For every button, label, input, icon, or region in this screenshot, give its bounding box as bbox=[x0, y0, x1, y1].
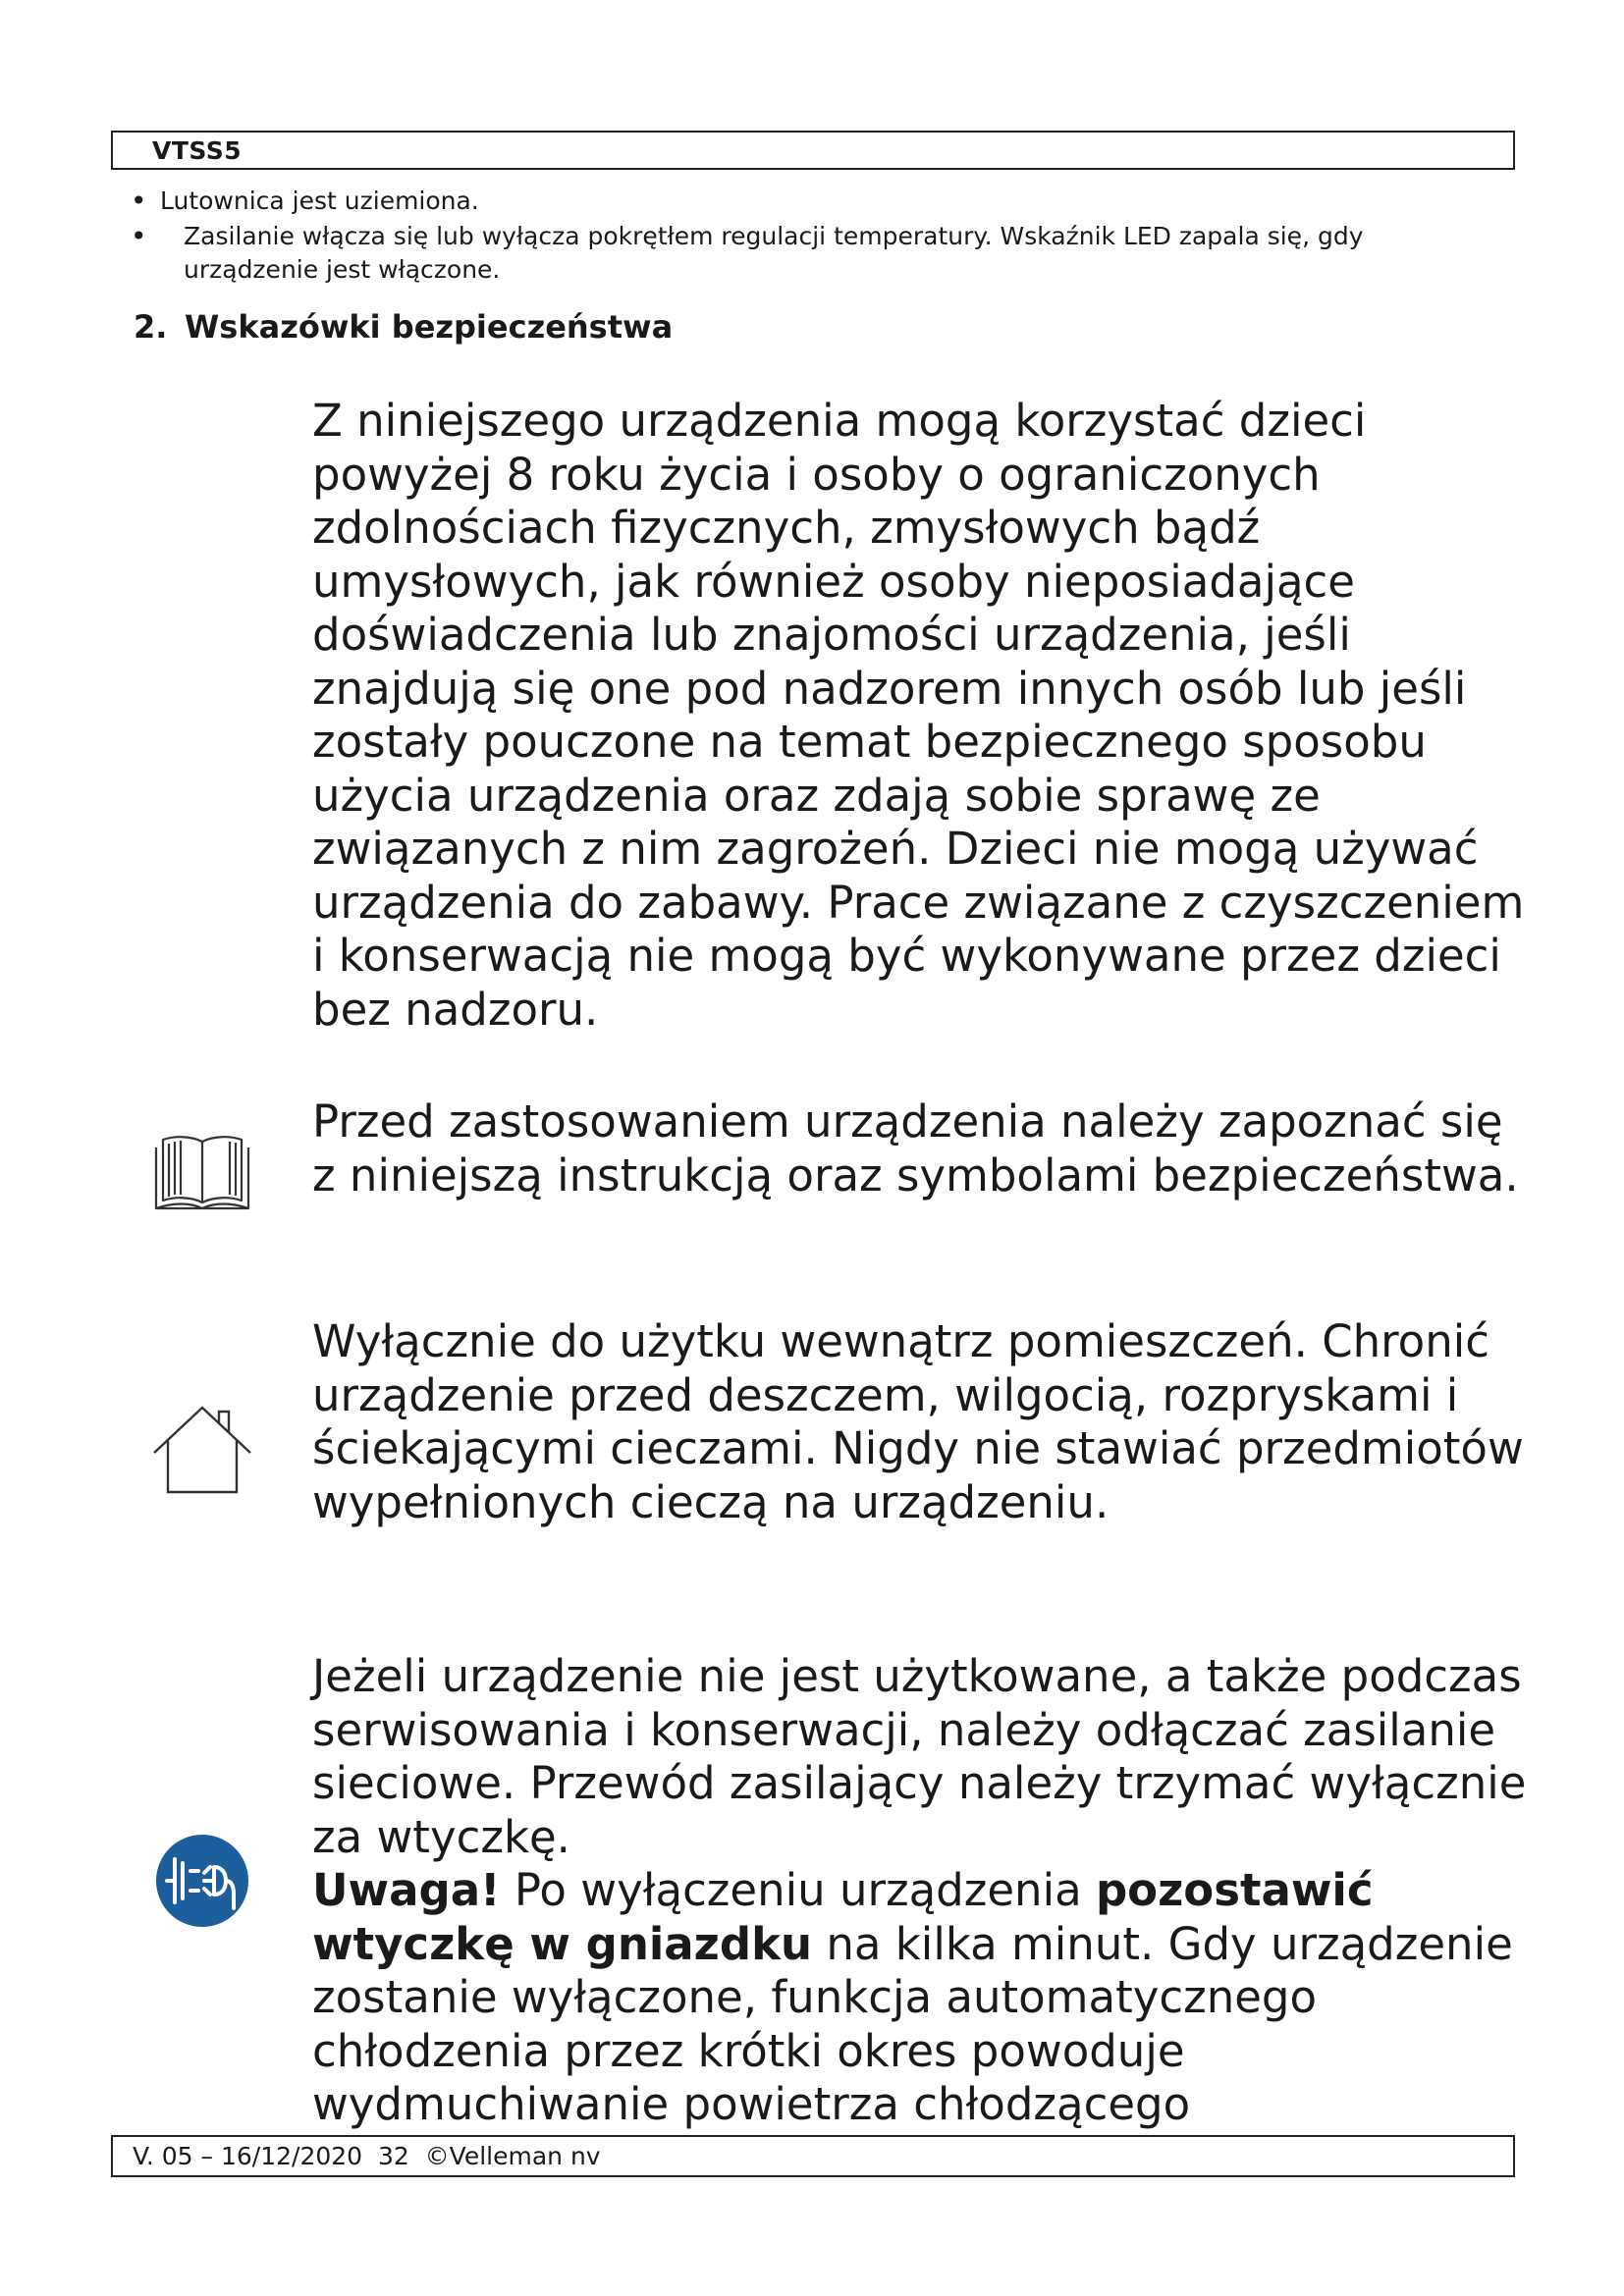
section-heading bbox=[134, 308, 673, 346]
warning-label: Uwaga! bbox=[312, 1864, 501, 1916]
house-icon bbox=[150, 1404, 254, 1496]
disconnect-mains-icon bbox=[155, 1834, 249, 1928]
book-icon bbox=[153, 1132, 251, 1210]
footer-text: V. 05 – 16/12/2020 32 ©Velleman nv bbox=[133, 2142, 601, 2170]
page-header bbox=[111, 131, 1515, 170]
header-title: VTSS5 bbox=[152, 136, 243, 165]
bullet-list bbox=[131, 185, 1486, 287]
read-manual-paragraph: Przed zastosowaniem urządzenia należy zapoznać się z niniejszą instrukcją oraz symbolami bezpieczeństwa. bbox=[312, 1095, 1519, 1201]
children-warning-paragraph: Z niniejszego urządzenia mogą korzystać dzieci powyżej 8 roku życia i osoby o ograniczonych zdolnościach fizycznych, zmysłowych bądź umysłowych, jak również osoby nieposiadające doświadczenia lub znajomości urządzenia, jeśli znajdują się one pod nadzorem innych osób lub jeśli zostały pouczone na temat bezpiecznego sposobu użycia urządzenia oraz zdają sobie sprawę ze związanych z nim zagrożeń. Dzieci nie mogą używać urządzenia do zabawy. Prace związane z czyszczeniem i konserwacją nie mogą być wykonywane przez dzieci bez nadzoru. bbox=[312, 395, 1525, 1036]
unplug-text-2: Po wyłączeniu urządzenia bbox=[500, 1864, 1096, 1916]
indoor-use-paragraph: Wyłącznie do użytku wewnątrz pomieszczeń. Chronić urządzenie przed deszczem, wilgocią, rozpryskami i ściekającymi cieczami. Nigdy nie stawiać przedmiotów wypełnionych cieczą na urządzeniu. bbox=[312, 1315, 1524, 1528]
section-number: 2. bbox=[134, 308, 168, 346]
unplug-bold-text: pozostawić wtyczkę w gniazdku bbox=[312, 1864, 1374, 1970]
section-title: Wskazówki bezpieczeństwa bbox=[185, 308, 674, 346]
list-item: • Zasilanie włącza się lub wyłącza pokrętłem regulacji temperatury. Wskaźnik LED zapala się, gdy urządzenie jest włączone. bbox=[131, 220, 1486, 287]
page-footer bbox=[111, 2135, 1515, 2177]
unplug-paragraph bbox=[312, 1650, 1530, 2132]
unplug-text-3: na kilka minut. Gdy urządzenie zostanie wyłączone, funkcja automatycznego chłodzenia przez krótki okres powoduje wydmuchiwanie powietrza chłodzącego bbox=[312, 1917, 1513, 2130]
list-item: • Lutownica jest uziemiona. bbox=[131, 185, 1486, 218]
unplug-text-1: Jeżeli urządzenie nie jest użytkowane, a także podczas serwisowania i konserwacji, należy odłączać zasilanie sieciowe. Przewód zasilający należy trzymać wyłącznie za wtyczkę. bbox=[312, 1650, 1527, 1863]
